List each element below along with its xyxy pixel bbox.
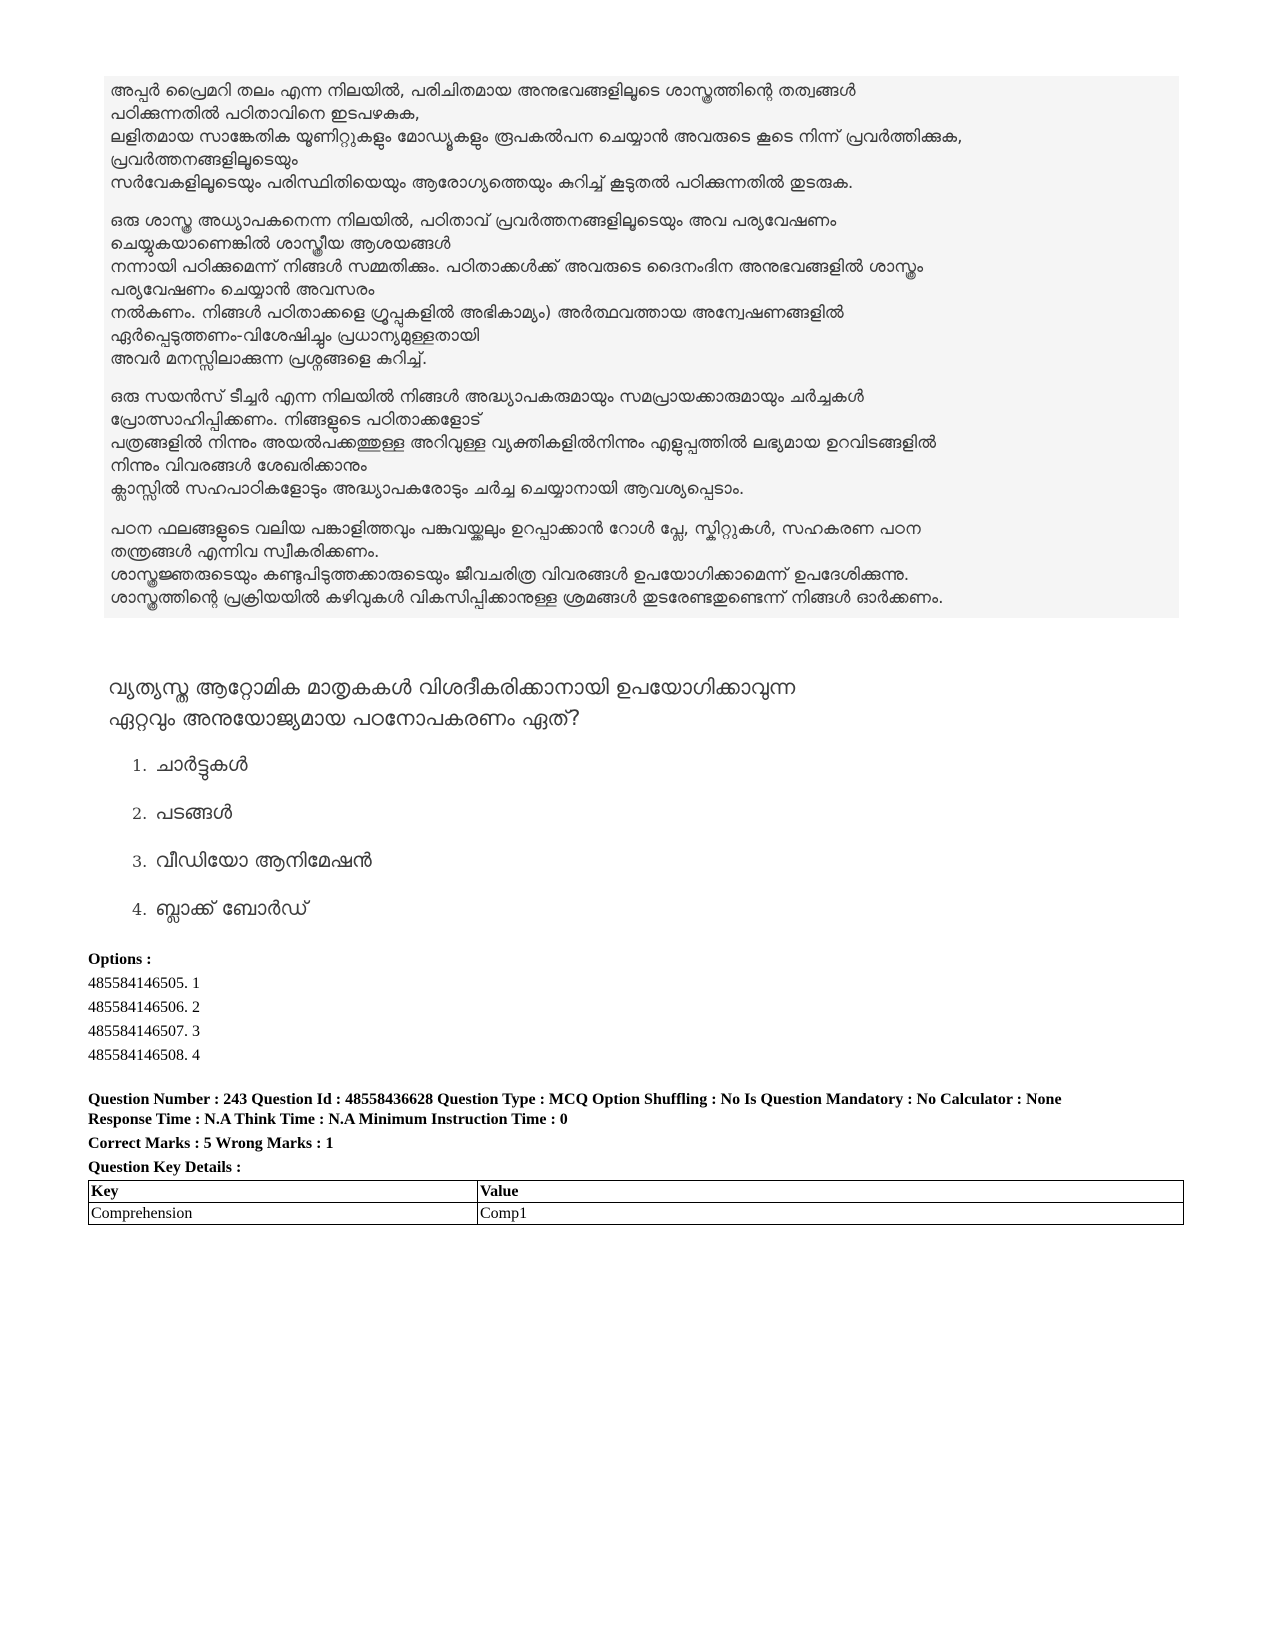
choice-label: വീഡിയോ ആനിമേഷൻ [155,848,372,872]
passage-line: ശാസ്ത്രജ്ഞരുടെയും കണ്ടുപിടുത്തക്കാരുടെയും ജീവചരിത്ര വിവരങ്ങൾ ഉപയോഗിക്കാമെന്ന് ഉപദേശിക്കുന്നു. [110,565,910,585]
question-info-line: Question Number : 243 Question Id : 48558436628 Question Type : MCQ Option Shuffling : No Is Question Mandatory : No Calculator : None [88,1091,1062,1108]
choice-number: 3. [132,852,148,871]
question-choice-3 [132,847,372,875]
passage-line: അപ്പർ പ്രൈമറി തലം എന്ന നിലയിൽ, പരിചിതമായ അനുഭവങ്ങളിലൂടെ ശാസ്ത്രത്തിന്റെ തത്വങ്ങൾ [110,81,856,101]
passage-paragraph-1 [110,80,1170,195]
question-line: ഏറ്റവും അനുയോജ്യമായ പഠനോപകരണം ഏത്? [108,706,581,730]
passage-line: ഏർപ്പെടുത്തണം-വിശേഷിച്ചും പ്രധാന്യമുള്ളതായി [110,326,480,346]
passage-paragraph-2 [110,210,1170,371]
question-info-line: Response Time : N.A Think Time : N.A Minimum Instruction Time : 0 [88,1111,568,1128]
passage-line: ലളിതമായ സാങ്കേതിക യൂണിറ്റുകളും മോഡ്യൂകളും രൂപകൽപന ചെയ്യാൻ അവരുടെ കൂടെ നിന്ന് പ്രവർത്തിക്കുക, [110,127,963,147]
table-row [89,1203,1184,1225]
passage-line: ഒരു ശാസ്ത്ര അധ്യാപകനെന്ന നിലയിൽ, പഠിതാവ് പ്രവർത്തനങ്ങളിലൂടെയും അവ പര്യവേഷണം [110,211,837,231]
passage-line: അവർ മനസ്സിലാക്കുന്ന പ്രശ്നങ്ങളെ കുറിച്ച്. [110,349,428,369]
question-info [88,1090,1188,1178]
passage-line: പ്രവർത്തനങ്ങളിലൂടെയും [110,150,298,170]
choice-number: 1. [132,756,148,775]
question-line: വ്യത്യസ്ത ആറ്റോമിക മാതൃകകൾ വിശദീകരിക്കാനായി ഉപയോഗിക്കാവുന്ന [108,675,796,699]
passage-line: നിന്നും വിവരങ്ങൾ ശേഖരിക്കാനും [110,456,367,476]
passage-line: ശാസ്ത്രത്തിന്റെ പ്രക്രിയയിൽ കഴിവുകൾ വികസിപ്പിക്കാനുള്ള ശ്രമങ്ങൾ തുടരേണ്ടതുണ്ടെന്ന് നിങ്ങൾ ഓർക്കണം. [110,588,944,608]
passage-line: പഠിക്കുന്നതിൽ പഠിതാവിനെ ഇടപഴകുക, [110,104,420,124]
passage-paragraph-4 [110,518,1170,610]
choice-label: ബ്ലാക്ക് ബോർഡ് [155,896,308,920]
question-choice-2 [132,799,232,827]
question-text [108,672,888,734]
passage-line: തന്ത്രങ്ങൾ എന്നിവ സ്വീകരിക്കണം. [110,542,380,562]
choice-label: ചാർട്ടുകൾ [155,752,248,776]
question-image [104,666,904,946]
option-item: 485584146507. 3 [88,1023,200,1040]
question-choice-4 [132,895,308,923]
options-list [88,948,200,1068]
passage-image [104,76,1179,618]
option-item: 485584146505. 1 [88,975,200,992]
passage-line: ഒരു സയൻസ് ടീച്ചർ എന്ന നിലയിൽ നിങ്ങൾ അദ്ധ്യാപകരുമായും സമപ്രായക്കാരുമായും ചർച്ചകൾ [110,387,864,407]
choice-number: 2. [132,804,148,823]
options-title: Options : [88,951,152,968]
option-item: 485584146506. 2 [88,999,200,1016]
key-details-table [88,1180,1184,1225]
passage-line: പഠന ഫലങ്ങളുടെ വലിയ പങ്കാളിത്തവും പങ്കുവയ്ക്കലും ഉറപ്പാക്കാൻ റോൾ പ്ലേ, സ്കിറ്റുകൾ, സഹകരണ പഠന [110,519,921,539]
passage-line: പ്രോത്സാഹിപ്പിക്കണം. നിങ്ങളുടെ പഠിതാക്കളോട് [110,410,482,430]
choice-label: പടങ്ങൾ [155,800,233,824]
passage-line: ക്ലാസ്സിൽ സഹപാഠികളോടും അദ്ധ്യാപകരോടും ചർച്ച ചെയ്യാനായി ആവശ്യപ്പെടാം. [110,479,745,499]
passage-line: സർവേകളിലൂടെയും പരിസ്ഥിതിയെയും ആരോഗ്യത്തെയും കുറിച്ച് കൂടുതൽ പഠിക്കുന്നതിൽ തുടരുക. [110,173,854,193]
passage-line: പര്യവേഷണം ചെയ്യാൻ അവസരം [110,280,375,300]
choice-number: 4. [132,900,148,919]
table-cell-value: Comp1 [478,1203,1184,1225]
marks-line: Correct Marks : 5 Wrong Marks : 1 [88,1135,334,1152]
table-header-value: Value [478,1181,1184,1203]
option-item: 485584146508. 4 [88,1047,200,1064]
passage-paragraph-3 [110,386,1170,501]
table-cell-key: Comprehension [89,1203,478,1225]
key-details-title: Question Key Details : [88,1159,242,1176]
passage-line: ചെയ്യുകയാണെങ്കിൽ ശാസ്ത്രീയ ആശയങ്ങൾ [110,234,451,254]
table-header-key: Key [89,1181,478,1203]
table-header-row [89,1181,1184,1203]
passage-line: നൽകണം. നിങ്ങൾ പഠിതാക്കളെ ഗ്രൂപ്പുകളിൽ അഭികാമ്യം) അർത്ഥവത്തായ അന്വേഷണങ്ങളിൽ [110,303,844,323]
passage-line: നന്നായി പഠിക്കുമെന്ന് നിങ്ങൾ സമ്മതിക്കും. പഠിതാക്കൾക്ക് അവരുടെ ദൈനംദിന അനുഭവങ്ങളിൽ ശാസ്ത്രം [110,257,924,277]
passage-line: പത്രങ്ങളിൽ നിന്നും അയൽപക്കത്തുള്ള അറിവുള്ള വ്യക്തികളിൽനിന്നും എളുപ്പത്തിൽ ലഭ്യമായ ഉറവിടങ്ങളിൽ [110,433,937,453]
question-choice-1 [132,751,248,779]
